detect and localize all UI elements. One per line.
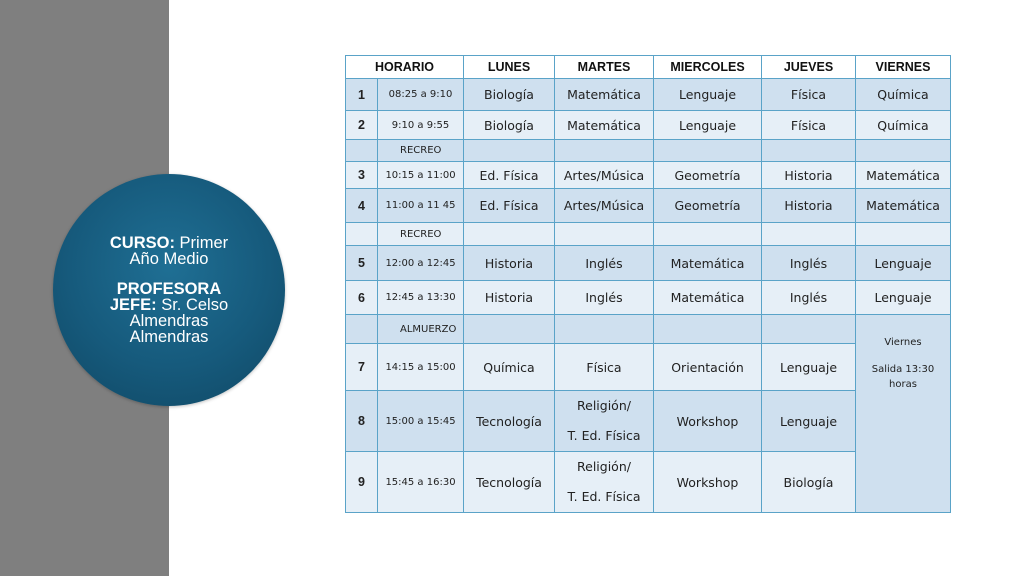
cell-martes-line1: Religión/ bbox=[577, 398, 631, 413]
cell-miercoles: Workshop bbox=[654, 391, 762, 452]
period-number: 7 bbox=[346, 344, 378, 391]
cell-viernes: Matemática bbox=[856, 162, 951, 189]
cell-miercoles: Geometría bbox=[654, 189, 762, 223]
cell-martes-line2: T. Ed. Física bbox=[567, 489, 641, 504]
cell-lunes: Ed. Física bbox=[464, 162, 555, 189]
break-label-almuerzo: ALMUERZO bbox=[378, 315, 464, 344]
period-time: 10:15 a 11:00 bbox=[378, 162, 464, 189]
period-time: 12:00 a 12:45 bbox=[378, 246, 464, 281]
cell-viernes: Lenguaje bbox=[856, 281, 951, 315]
cell-jueves: Inglés bbox=[762, 281, 856, 315]
viernes-note-title: Viernes bbox=[884, 337, 922, 348]
break-row bbox=[346, 223, 951, 246]
cell-miercoles: Geometría bbox=[654, 162, 762, 189]
cell-lunes: Biología bbox=[464, 111, 555, 140]
cell-jueves: Lenguaje bbox=[762, 391, 856, 452]
period-time: 15:00 a 15:45 bbox=[378, 391, 464, 452]
course-line bbox=[110, 235, 228, 251]
cell-miercoles: Lenguaje bbox=[654, 111, 762, 140]
viernes-note-time: Salida 13:30 bbox=[871, 364, 935, 375]
break-label-recreo: RECREO bbox=[378, 140, 464, 162]
cell-miercoles: Matemática bbox=[654, 281, 762, 315]
break-row bbox=[346, 315, 951, 344]
period-number: 2 bbox=[346, 111, 378, 140]
header-jueves: JUEVES bbox=[762, 56, 856, 79]
table-row bbox=[346, 111, 951, 140]
teacher-name-line2: Almendras bbox=[129, 312, 209, 330]
break-row bbox=[346, 140, 951, 162]
course-name-line2: Año Medio bbox=[129, 250, 209, 268]
cell-martes: Física bbox=[555, 344, 654, 391]
period-number: 6 bbox=[346, 281, 378, 315]
cell-lunes: Biología bbox=[464, 79, 555, 111]
cell-lunes: Tecnología bbox=[464, 391, 555, 452]
cell-viernes: Química bbox=[856, 79, 951, 111]
period-number: 1 bbox=[346, 79, 378, 111]
teacher-label: JEFE: bbox=[109, 296, 157, 314]
header-row bbox=[346, 56, 951, 79]
viernes-note-unit: horas bbox=[889, 379, 917, 390]
teacher-label-line1: PROFESORA bbox=[116, 280, 222, 298]
cell-jueves: Física bbox=[762, 111, 856, 140]
table-row bbox=[346, 79, 951, 111]
cell-martes: Inglés bbox=[555, 246, 654, 281]
cell-jueves: Lenguaje bbox=[762, 344, 856, 391]
course-info-circle bbox=[53, 174, 285, 406]
course-name: Primer bbox=[179, 234, 229, 252]
period-number: 4 bbox=[346, 189, 378, 223]
cell-jueves: Biología bbox=[762, 452, 856, 513]
cell-miercoles: Matemática bbox=[654, 246, 762, 281]
table-row bbox=[346, 281, 951, 315]
period-number: 5 bbox=[346, 246, 378, 281]
cell-lunes: Historia bbox=[464, 246, 555, 281]
cell-lunes: Historia bbox=[464, 281, 555, 315]
header-horario: HORARIO bbox=[346, 56, 464, 79]
cell-jueves: Historia bbox=[762, 189, 856, 223]
cell-miercoles: Workshop bbox=[654, 452, 762, 513]
period-number: 8 bbox=[346, 391, 378, 452]
cell-martes: Matemática bbox=[555, 111, 654, 140]
period-time: 11:00 a 11 45 bbox=[378, 189, 464, 223]
cell-jueves: Inglés bbox=[762, 246, 856, 281]
viernes-early-dismissal-note bbox=[856, 315, 951, 513]
period-time: 14:15 a 15:00 bbox=[378, 344, 464, 391]
header-miercoles: MIERCOLES bbox=[654, 56, 762, 79]
teacher-name: Sr. Celso bbox=[161, 296, 229, 314]
table-row bbox=[346, 246, 951, 281]
cell-miercoles: Orientación bbox=[654, 344, 762, 391]
header-viernes: VIERNES bbox=[856, 56, 951, 79]
break-label-recreo: RECREO bbox=[378, 223, 464, 246]
period-number: 3 bbox=[346, 162, 378, 189]
period-number: 9 bbox=[346, 452, 378, 513]
table-row bbox=[346, 189, 951, 223]
cell-lunes: Ed. Física bbox=[464, 189, 555, 223]
cell-martes: Inglés bbox=[555, 281, 654, 315]
header-lunes: LUNES bbox=[464, 56, 555, 79]
cell-viernes: Lenguaje bbox=[856, 246, 951, 281]
period-time: 9:10 a 9:55 bbox=[378, 111, 464, 140]
period-time: 12:45 a 13:30 bbox=[378, 281, 464, 315]
cell-martes-line2: T. Ed. Física bbox=[567, 428, 641, 443]
cell-jueves: Historia bbox=[762, 162, 856, 189]
cell-jueves: Física bbox=[762, 79, 856, 111]
cell-martes bbox=[555, 452, 654, 513]
cell-martes bbox=[555, 391, 654, 452]
teacher-line2 bbox=[110, 297, 228, 313]
period-time: 08:25 a 9:10 bbox=[378, 79, 464, 111]
cell-miercoles: Lenguaje bbox=[654, 79, 762, 111]
schedule-table bbox=[345, 55, 951, 513]
cell-martes-line1: Religión/ bbox=[577, 459, 631, 474]
cell-lunes: Tecnología bbox=[464, 452, 555, 513]
cell-martes: Artes/Música bbox=[555, 162, 654, 189]
cell-lunes: Química bbox=[464, 344, 555, 391]
cell-martes: Matemática bbox=[555, 79, 654, 111]
table-row bbox=[346, 162, 951, 189]
cell-martes: Artes/Música bbox=[555, 189, 654, 223]
period-time: 15:45 a 16:30 bbox=[378, 452, 464, 513]
header-martes: MARTES bbox=[555, 56, 654, 79]
teacher-name-line3: Almendras bbox=[129, 328, 209, 346]
cell-viernes: Química bbox=[856, 111, 951, 140]
cell-viernes: Matemática bbox=[856, 189, 951, 223]
course-label: CURSO: bbox=[109, 234, 175, 252]
